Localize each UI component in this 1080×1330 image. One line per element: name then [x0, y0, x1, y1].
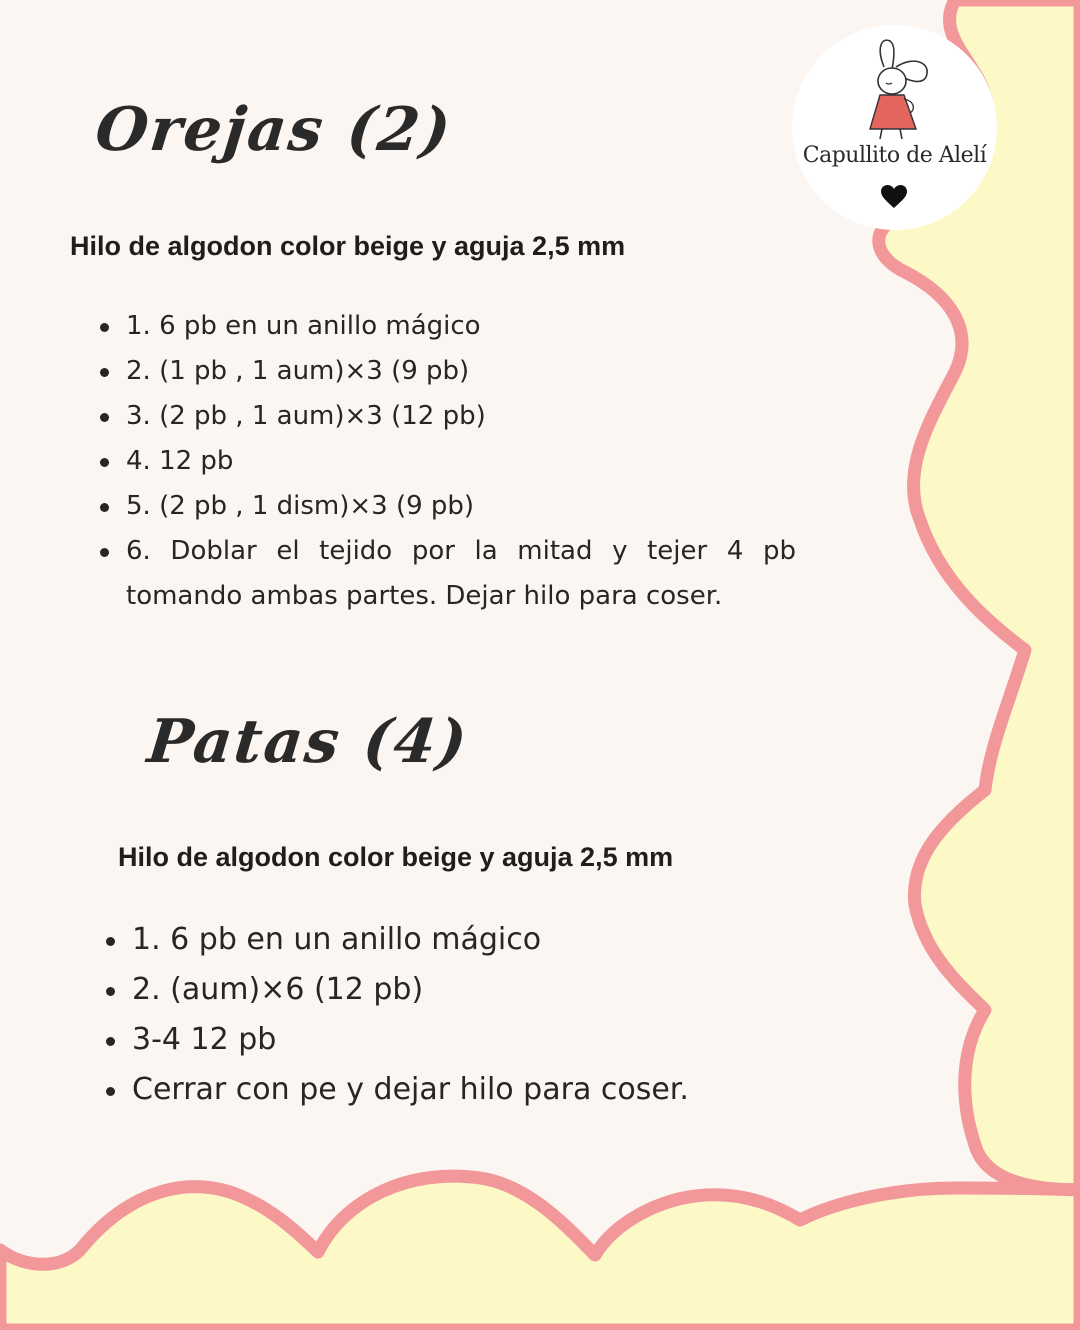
section-subtitle: Hilo de algodon color beige y aguja 2,5 mm — [118, 842, 674, 872]
list-item: 1. 6 pb en un anillo mágico — [100, 304, 796, 349]
section-title: Patas (4) — [144, 707, 472, 777]
list-item: 3-4 12 pb — [106, 1015, 746, 1065]
cloud-border-bottom — [0, 1176, 1080, 1330]
list-item: 3. (2 pb , 1 aum)×3 (12 pb) — [100, 394, 796, 439]
heart-icon — [881, 185, 907, 209]
list-item: 2. (aum)×6 (12 pb) — [106, 965, 746, 1015]
list-item: 5. (2 pb , 1 dism)×3 (9 pb) — [100, 484, 796, 529]
section-title: Orejas (2) — [92, 95, 456, 165]
list-item: 2. (1 pb , 1 aum)×3 (9 pb) — [100, 349, 796, 394]
list-item: Cerrar con pe y dejar hilo para coser. — [106, 1065, 746, 1115]
section-subtitle: Hilo de algodon color beige y aguja 2,5 mm — [70, 231, 626, 261]
brand-logo — [792, 25, 997, 230]
steps-list — [106, 915, 746, 1115]
list-item: 1. 6 pb en un anillo mágico — [106, 915, 746, 965]
list-item: 6. Doblar el tejido por la mitad y tejer 4 pb tomando ambas partes. Dejar hilo para coser. — [100, 529, 796, 619]
steps-list — [100, 304, 796, 619]
list-item: 4. 12 pb — [100, 439, 796, 484]
brand-name: Capullito de Alelí — [802, 143, 987, 168]
bunny-icon — [854, 37, 936, 141]
